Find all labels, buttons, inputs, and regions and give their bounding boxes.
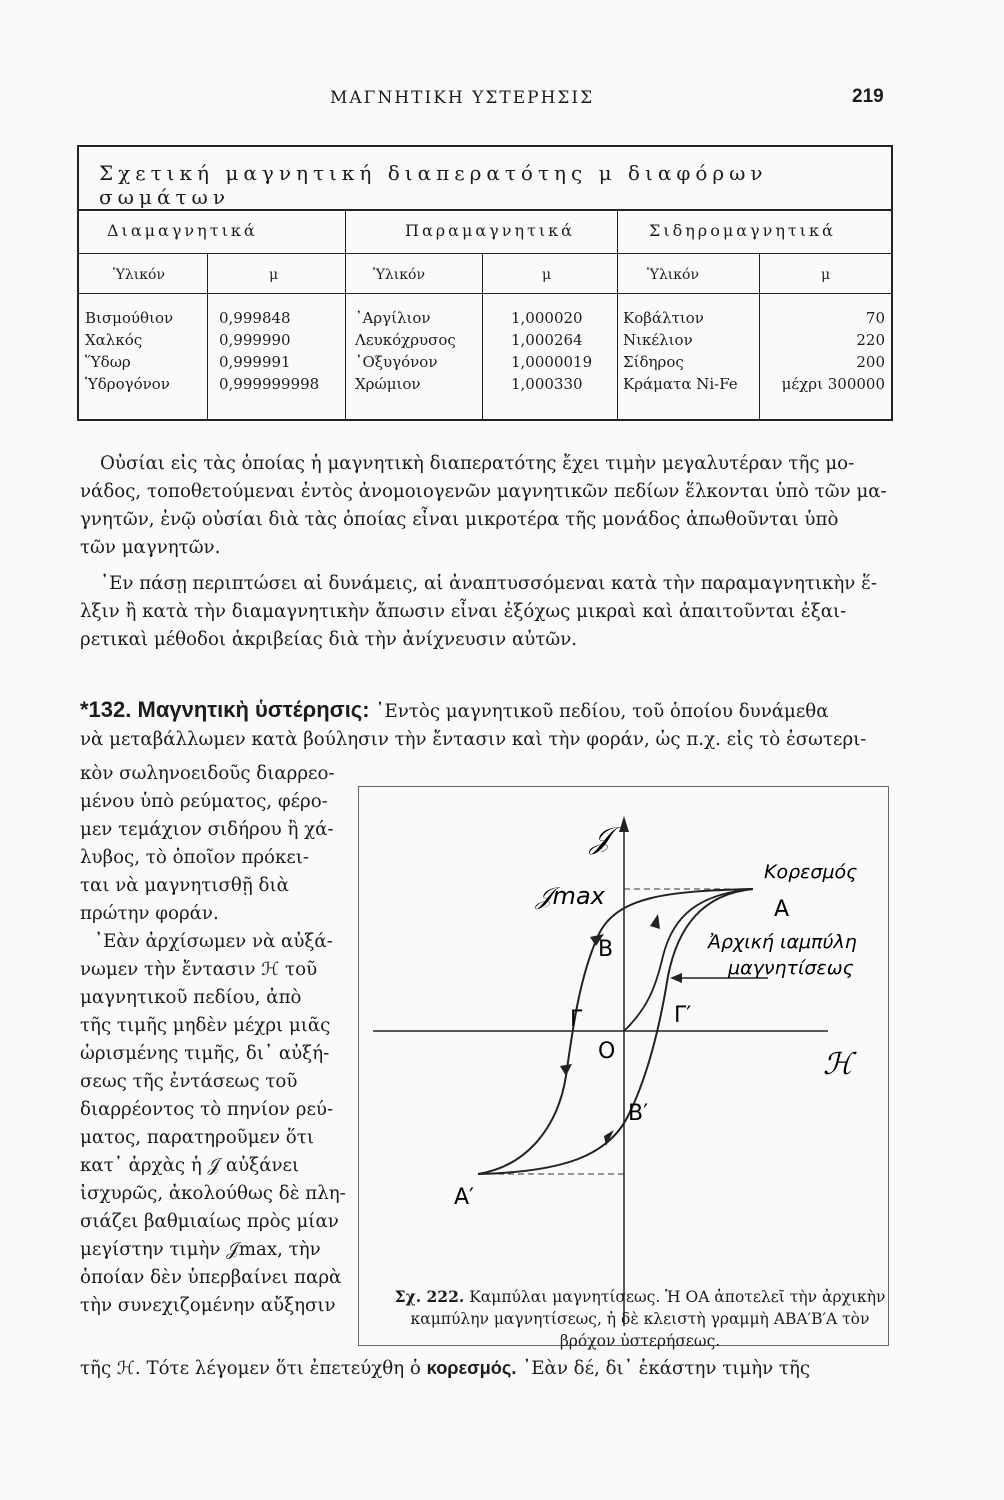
text-line: ὁποίαν δὲν ὑπερβαίνει παρὰ xyxy=(80,1267,342,1288)
text-line: διαρρέοντος τὸ πηνίον ρεύ- xyxy=(80,1099,334,1120)
column-header-material: Ὑλικόν xyxy=(373,267,425,283)
text-line: σιάζει βαθμιαίως πρὸς μίαν xyxy=(80,1211,339,1232)
point-a-prime-label: A′ xyxy=(454,1185,475,1210)
figure-caption xyxy=(385,1286,895,1352)
y-axis-arrow-icon xyxy=(619,816,629,832)
initial-curve-label-line1: Ἀρχική ιαμπύλη xyxy=(708,931,857,953)
table-divider xyxy=(345,209,346,419)
text-line: ᾽Εὰν ἀρχίσωμεν νὰ αὐξά- xyxy=(94,931,333,952)
table-cell: 1,000264 xyxy=(511,331,583,349)
label-pointer-arrow-icon xyxy=(670,973,682,983)
table-cell: Ὕδωρ xyxy=(85,353,131,371)
running-header-title: ΜΑΓΝΗΤΙΚΗ ΥΣΤΕΡΗΣΙΣ xyxy=(330,88,595,108)
text-line: πρώτην φοράν. xyxy=(80,903,219,924)
text-line xyxy=(80,1354,900,1383)
table-cell: Χρώμιον xyxy=(355,375,421,393)
text-line: ματος, παρατηροῦμεν ὅτι xyxy=(80,1127,314,1148)
table-cell: 220 xyxy=(856,331,885,349)
text-line: μεγίστην τιμὴν 𝒥max, τὴν xyxy=(80,1239,321,1260)
direction-arrow-icon xyxy=(560,1064,572,1076)
direction-arrow-icon xyxy=(650,914,660,929)
text-line: λυβος, τὸ ὁποῖον πρόκει- xyxy=(80,847,310,868)
text-line: κατ᾽ ἀρχὰς ἡ 𝒥 αὐξάνει xyxy=(80,1155,300,1176)
text-line: λξιν ἢ κατὰ τὴν διαμαγνητικὴν ἄπωσιν εἶναι ἐξόχως μικραὶ καὶ ἀπαιτοῦνται ἐξαι- xyxy=(80,601,847,622)
column-header-mu: μ xyxy=(542,267,552,283)
section-intro xyxy=(80,696,900,754)
text-line: ὡρισμένης τιμῆς, δι᾽ αὐξή- xyxy=(80,1043,330,1064)
column-header-material: Ὑλικόν xyxy=(113,267,165,283)
text-span: ᾽Εὰν δέ, δι᾽ ἑκάστην τιμὴν τῆς xyxy=(522,1358,811,1379)
table-cell: Κοβάλτιον xyxy=(623,309,704,327)
table-divider xyxy=(617,209,618,419)
caption-text: Καμπύλαι μαγνητίσεως. Ἡ ΟΑ ἀποτελεῖ τὴν ἀρχικὴν καμπύλην μαγνητίσεως, ἡ δὲ κλειστὴ γραμμὴ ΑΒΑ′Β′Α τὸν βρόχον ὑστερήσεως. xyxy=(410,1288,886,1350)
text-span: ᾽Εντὸς μαγνητικοῦ πεδίου, τοῦ ὁποίου δυνάμεθα xyxy=(375,701,829,722)
text-line: ται νὰ μαγνητισθῇ διὰ xyxy=(80,875,289,896)
table-cell: ᾽Οξυγόνον xyxy=(355,353,438,371)
text-line: ᾽Εν πάσῃ περιπτώσει αἱ δυνάμεις, αἱ ἀναπτυσσόμεναι κατὰ τὴν παραμαγνητικὴν ἕ- xyxy=(100,573,878,594)
table-cell: 1,000330 xyxy=(511,375,583,393)
text-line xyxy=(80,696,900,726)
group-header-ferromagnetic: Σιδηρομαγνητικά xyxy=(649,221,836,240)
text-line: μαγνητικοῦ πεδίου, ἀπὸ xyxy=(80,987,302,1008)
table-cell: 70 xyxy=(865,309,885,327)
table-divider xyxy=(759,253,760,419)
group-header-paramagnetic: Παραμαγνητικά xyxy=(405,221,575,240)
group-header-diamagnetic: Διαμαγνητικά xyxy=(107,221,258,240)
jmax-label: 𝒥max xyxy=(536,882,605,910)
column-header-material: Ὑλικόν xyxy=(647,267,699,283)
point-g-prime-label: Γ′ xyxy=(674,1003,692,1028)
caption-label: Σχ. 222. xyxy=(394,1287,465,1306)
x-axis-label: ℋ xyxy=(823,1047,853,1082)
saturation-label: Κορεσμός xyxy=(764,861,858,883)
table-cell: Κράματα Ni-Fe xyxy=(623,375,738,393)
text-line: νωμεν τὴν ἔντασιν ℋ τοῦ xyxy=(80,959,318,980)
table-cell: Λευκόχρυσος xyxy=(355,331,456,349)
table-cell: Σίδηρος xyxy=(623,353,684,371)
text-line: Οὐσίαι εἰς τὰς ὁποίας ἡ μαγνητικὴ διαπερατότης ἔχει τιμὴν μεγαλυτέραν τῆς μο- xyxy=(100,453,855,474)
table-cell: 0,999999998 xyxy=(219,375,320,393)
text-line: γνητῶν, ἐνῷ οὐσίαι διὰ τὰς ὁποίας εἶναι μικροτέρα τῆς μονάδος ἀπωθοῦνται ὑπὸ xyxy=(80,509,839,530)
table-rule xyxy=(79,293,891,294)
table-cell: Νικέλιον xyxy=(623,331,693,349)
page-number: 219 xyxy=(852,86,884,107)
text-line: τῶν μαγνητῶν. xyxy=(80,537,221,558)
initial-curve-label-line2: μαγνητίσεως xyxy=(728,957,854,979)
text-line: κὸν σωληνοειδοῦς διαρρεο- xyxy=(80,763,335,784)
y-axis-label: 𝒥 xyxy=(590,821,611,856)
column-header-mu: μ xyxy=(821,267,831,283)
table-cell: μέχρι 300000 xyxy=(781,375,885,393)
text-line: σεως τῆς ἐντάσεως τοῦ xyxy=(80,1071,298,1092)
text-line: νάδος, τοποθετούμεναι ἐντὸς ἀνομοιογενῶν μαγνητικῶν πεδίων ἕλκονται ὑπὸ τῶν μα- xyxy=(80,481,887,502)
table-cell: ᾽Αργίλιον xyxy=(355,309,431,327)
table-cell: Βισμούθιον xyxy=(85,309,174,327)
text-line: μεν τεμάχιον σιδήρου ἢ χά- xyxy=(80,819,334,840)
text-line: νὰ μεταβάλλωμεν κατὰ βούλησιν τὴν ἔντασιν καὶ τὴν φοράν, ὡς π.χ. εἰς τὸ ἐσωτερι- xyxy=(80,729,867,750)
text-line: ἰσχυρῶς, ἀκολούθως δὲ πλη- xyxy=(80,1183,346,1204)
table-cell: 1,0000019 xyxy=(511,353,593,371)
text-line: τῆς τιμῆς μηδὲν μέχρι μιᾶς xyxy=(80,1015,331,1036)
text-span: τῆς ℋ. Τότε λέγομεν ὅτι ἐπετεύχθη ὁ xyxy=(80,1358,421,1379)
origin-label: O xyxy=(598,1039,616,1064)
section-heading: *132. Μαγνητικὴ ὑστέρησις: xyxy=(80,697,370,722)
table-cell: Χαλκός xyxy=(85,331,143,349)
body-paragraph xyxy=(80,450,890,562)
table-cell: 0,999848 xyxy=(219,309,291,327)
permeability-table xyxy=(77,145,893,421)
table-rule xyxy=(79,209,891,211)
closing-line xyxy=(80,1354,900,1383)
table-cell: 200 xyxy=(856,353,885,371)
table-divider xyxy=(482,253,483,419)
table-cell: 0,999990 xyxy=(219,331,291,349)
table-cell: 1,000020 xyxy=(511,309,583,327)
text-line: μένου ὑπὸ ρεύματος, φέρο- xyxy=(80,791,328,812)
point-b-prime-label: B′ xyxy=(628,1101,649,1126)
column-header-mu: μ xyxy=(269,267,279,283)
table-rule xyxy=(79,253,891,254)
point-g-label: Γ xyxy=(570,1007,583,1032)
point-b-label: B xyxy=(598,937,614,962)
body-paragraph xyxy=(80,570,890,654)
table-title: Σχετική μαγνητική διαπερατότης μ διαφόρων σωμάτων xyxy=(99,161,768,209)
keyword-saturation: κορεσμός. xyxy=(426,1358,517,1378)
text-line: ρετικαὶ μέθοδοι ἀκριβείας διὰ τὴν ἀνίχνευσιν αὐτῶν. xyxy=(80,629,578,650)
narrow-column-text xyxy=(80,760,346,1320)
point-a-label: A xyxy=(774,897,790,922)
table-divider xyxy=(207,253,208,419)
table-cell: 0,999991 xyxy=(219,353,291,371)
table-cell: Ὑδρογόνον xyxy=(85,375,170,393)
hysteresis-figure xyxy=(358,786,889,1346)
hysteresis-diagram xyxy=(358,786,889,1346)
text-line: τὴν συνεχιζομένην αὔξησιν xyxy=(80,1295,336,1316)
